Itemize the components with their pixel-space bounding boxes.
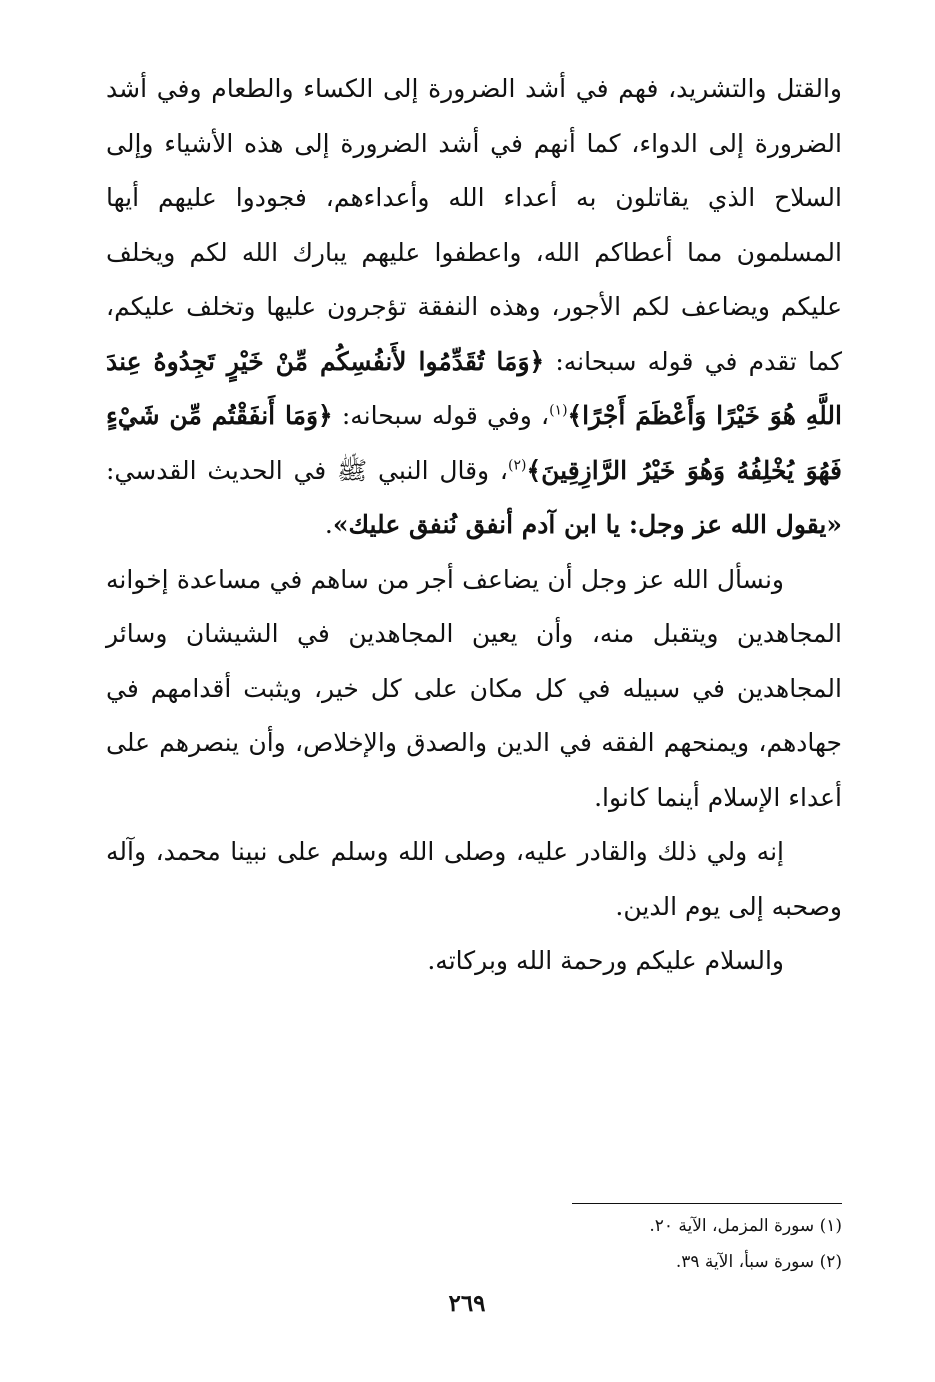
paragraph-3: إنه ولي ذلك والقادر عليه، وصلى الله وسلم على نبينا محمد، وآله وصحبه إلى يوم الدين. (106, 837, 842, 921)
hadith-quote: «يقول الله عز وجل: يا ابن آدم أنفق نُنفق عليك» (332, 510, 842, 539)
footnote-1: (١) سورة المزمل، الآية ٢٠. (649, 1216, 842, 1236)
page-number: ٢٦٩ (448, 1290, 486, 1317)
footnote-2: (٢) سورة سبأ، الآية ٣٩. (675, 1252, 842, 1272)
quran-quote-2: ﴿وَمَا أَنفَقْتُم مِّن شَيْءٍ فَهُوَ يُخْلِفُهُ وَهُوَ خَيْرُ الرَّازِقِينَ﴾ (106, 401, 843, 485)
footnote-ref-1: (١) (549, 402, 568, 419)
paragraph-4: والسلام عليكم ورحمة الله وبركاته. (427, 946, 784, 975)
paragraph-2: ونسأل الله عز وجل أن يضاعف أجر من ساهم في مساعدة إخوانه المجاهدين ويتقبل منه، وأن يعين المجاهدين في الشيشان وسائر المجاهدين في سبيله في كل مكان على كل خير، ويثبت أقدامهم في جهادهم، ويمنحهم الفقه في الدين والصدق والإخلاص، وأن ينصرهم على أعداء الإسلام أينما كانوا. (106, 564, 842, 812)
paragraph-1-end: . (324, 510, 333, 539)
footnote-divider (572, 1203, 842, 1204)
footnotes (500, 1208, 842, 1280)
paragraph-1-text: والقتل والتشريد، فهم في أشد الضرورة إلى الكساء والطعام وفي أشد الضرورة إلى الدواء، كما أنهم في أشد الضرورة إلى هذه الأشياء وإلى السلاح الذي يقاتلون به أعداء الله وأعداءهم، فجودوا عليهم أيها المسلمون مما أعطاكم الله، واعطفوا عليهم يبارك الله لكم ويخلف عليكم ويضاعف لكم الأجور، وهذه النفقة تؤجرون عليها وتخلف عليكم، كما تقدم في قوله سبحانه: (106, 74, 842, 376)
main-text (106, 62, 842, 989)
paragraph-1 (106, 62, 842, 553)
quran-quote-1: ﴿وَمَا تُقَدِّمُوا لأَنفُسِكُم مِّنْ خَيْرٍ تَجِدُوهُ عِندَ اللَّهِ هُوَ خَيْرًا وَأَعْظَمَ أَجْرًا﴾ (106, 346, 842, 430)
footnote-ref-2: (٢) (508, 457, 527, 474)
paragraph-1-text-b: ، وفي قوله سبحانه: (341, 401, 550, 430)
paragraph-1-text-c: ، وقال النبي ﷺ في الحديث القدسي: (106, 455, 508, 485)
